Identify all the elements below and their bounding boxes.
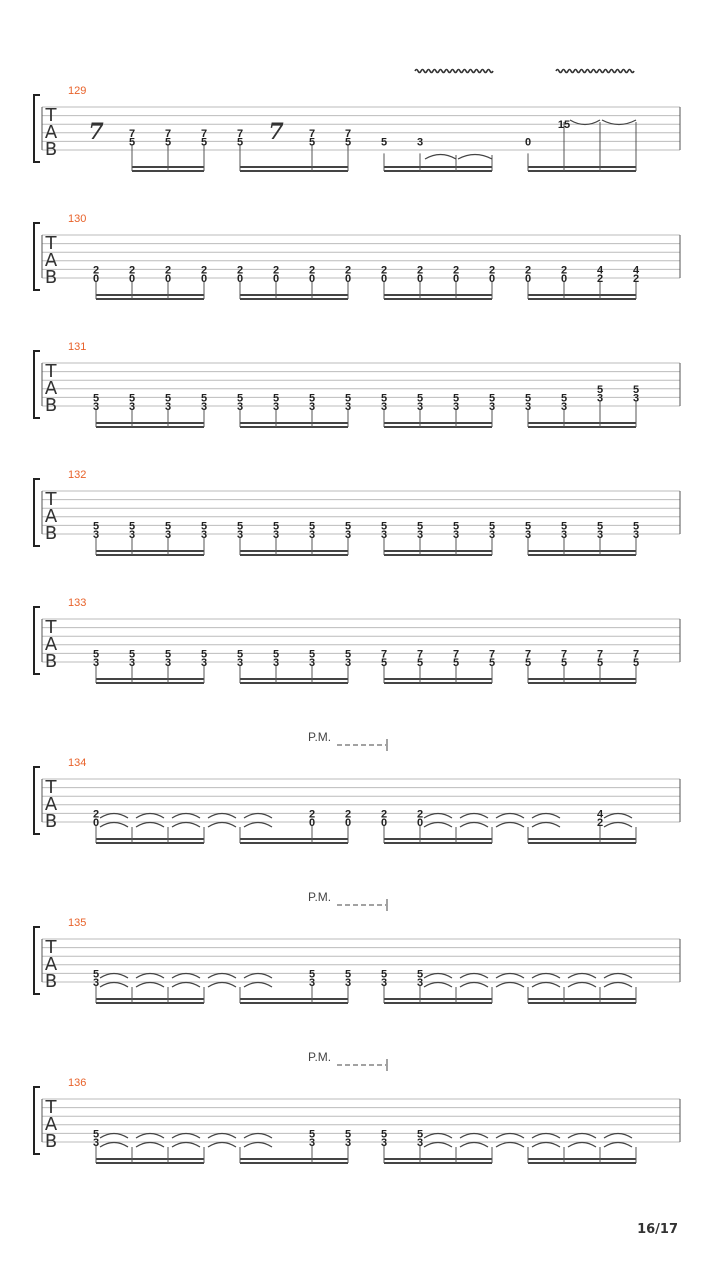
- fret-number: 5: [128, 648, 136, 661]
- measure-number: 132: [68, 469, 87, 481]
- fret-number: 5: [344, 136, 352, 149]
- fret-number: 3: [560, 401, 568, 413]
- fret-number: 3: [272, 529, 280, 541]
- fret-number: 5: [128, 392, 136, 405]
- palm-mute-label: P.M.: [308, 730, 332, 744]
- tie: [532, 974, 560, 979]
- fret-number: 0: [200, 273, 208, 285]
- fret-number: 5: [596, 520, 604, 533]
- fret-number: 5: [92, 520, 100, 533]
- fret-number: 7: [524, 648, 532, 661]
- tab-clef-letter: T: [45, 937, 57, 958]
- fret-number: 5: [380, 1128, 388, 1141]
- fret-number: 15: [557, 119, 571, 132]
- fret-number: 7: [308, 127, 316, 140]
- fret-number: 5: [524, 392, 532, 405]
- fret-number: 3: [344, 977, 352, 989]
- fret-number: 2: [380, 808, 388, 821]
- tab-clef-letter: T: [45, 489, 57, 510]
- fret-number: 3: [632, 529, 640, 541]
- fret-number: 3: [488, 401, 496, 413]
- measure-number: 131: [68, 341, 87, 353]
- tie: [244, 974, 272, 979]
- tie: [100, 974, 128, 979]
- tie: [496, 814, 524, 819]
- system-133: [34, 597, 680, 683]
- fret-number: 7: [380, 648, 388, 661]
- fret-number: 5: [524, 520, 532, 533]
- fret-number: 3: [416, 977, 424, 989]
- fret-number: 5: [488, 657, 496, 669]
- fret-number: 3: [380, 1137, 388, 1149]
- tie: [208, 1134, 236, 1139]
- tie: [208, 974, 236, 979]
- fret-number: 5: [92, 1128, 100, 1141]
- fret-number: 3: [308, 977, 316, 989]
- system-136: [34, 1050, 680, 1163]
- system-bracket: [34, 607, 40, 674]
- tie: [172, 823, 200, 828]
- tie: [424, 814, 452, 819]
- fret-number: 5: [344, 968, 352, 981]
- fret-number: 3: [236, 657, 244, 669]
- fret-number: 5: [308, 520, 316, 533]
- system-bracket: [34, 95, 40, 162]
- fret-number: 2: [164, 264, 172, 277]
- palm-mute-label: P.M.: [308, 890, 332, 904]
- fret-number: 0: [344, 273, 352, 285]
- fret-number: 3: [344, 657, 352, 669]
- fret-number: 5: [596, 383, 604, 396]
- fret-number: 0: [380, 817, 388, 829]
- eighth-rest: 7: [88, 119, 104, 145]
- tab-clef-letter: T: [45, 105, 57, 126]
- fret-number: 5: [452, 520, 460, 533]
- fret-number: 5: [416, 520, 424, 533]
- tie: [532, 1143, 560, 1148]
- tie: [100, 1134, 128, 1139]
- tie: [458, 155, 492, 160]
- fret-number: 2: [308, 264, 316, 277]
- system-bracket: [34, 1087, 40, 1154]
- tie: [532, 983, 560, 988]
- tie: [532, 814, 560, 819]
- tie: [496, 823, 524, 828]
- fret-number: 0: [272, 273, 280, 285]
- page-number: 16/17: [637, 1222, 678, 1237]
- fret-number: 0: [452, 273, 460, 285]
- tie: [460, 823, 488, 828]
- fret-number: 3: [92, 657, 100, 669]
- system-129: [34, 70, 680, 172]
- fret-number: 5: [560, 657, 568, 669]
- fret-number: 7: [416, 648, 424, 661]
- tie: [136, 1134, 164, 1139]
- system-bracket: [34, 351, 40, 418]
- tie: [244, 983, 272, 988]
- tie: [460, 1134, 488, 1139]
- fret-number: 2: [236, 264, 244, 277]
- fret-number: 7: [596, 648, 604, 661]
- tie: [604, 823, 632, 828]
- fret-number: 0: [524, 273, 532, 285]
- tie: [136, 814, 164, 819]
- system-bracket: [34, 927, 40, 994]
- tab-clef-letter: B: [44, 971, 58, 992]
- fret-number: 5: [92, 392, 100, 405]
- tab-clef-letter: B: [44, 523, 58, 544]
- fret-number: 3: [416, 1137, 424, 1149]
- tie: [424, 1134, 452, 1139]
- fret-number: 5: [164, 392, 172, 405]
- fret-number: 5: [236, 648, 244, 661]
- tie: [568, 974, 596, 979]
- vibrato-mark: [556, 70, 634, 73]
- fret-number: 0: [308, 273, 316, 285]
- tie: [172, 974, 200, 979]
- fret-number: 3: [236, 529, 244, 541]
- fret-number: 3: [200, 657, 208, 669]
- fret-number: 5: [452, 392, 460, 405]
- tie: [208, 983, 236, 988]
- fret-number: 5: [416, 657, 424, 669]
- fret-number: 2: [632, 273, 640, 285]
- fret-number: 3: [236, 401, 244, 413]
- fret-number: 5: [200, 392, 208, 405]
- fret-number: 4: [632, 264, 640, 277]
- fret-number: 5: [92, 968, 100, 981]
- tab-clef-letter: T: [45, 1097, 57, 1118]
- fret-number: 0: [416, 817, 424, 829]
- measure-number: 136: [68, 1077, 87, 1089]
- fret-number: 5: [164, 520, 172, 533]
- fret-number: 2: [416, 264, 424, 277]
- fret-number: 3: [164, 401, 172, 413]
- fret-number: 7: [164, 127, 172, 140]
- fret-number: 3: [452, 529, 460, 541]
- tie: [604, 983, 632, 988]
- tie: [460, 814, 488, 819]
- fret-number: 0: [344, 817, 352, 829]
- tie: [136, 974, 164, 979]
- fret-number: 3: [92, 1137, 100, 1149]
- fret-number: 2: [596, 273, 604, 285]
- tab-clef-letter: A: [44, 954, 58, 975]
- fret-number: 5: [596, 657, 604, 669]
- fret-number: 5: [560, 520, 568, 533]
- tab-clef-letter: T: [45, 233, 57, 254]
- system-130: [34, 213, 680, 299]
- tie: [496, 983, 524, 988]
- tie: [208, 823, 236, 828]
- fret-number: 5: [128, 136, 136, 149]
- tab-clef-letter: B: [44, 139, 58, 160]
- measure-number: 134: [68, 757, 87, 769]
- tie: [172, 814, 200, 819]
- fret-number: 5: [344, 392, 352, 405]
- fret-number: 5: [308, 968, 316, 981]
- tie: [100, 983, 128, 988]
- tie: [604, 1134, 632, 1139]
- fret-number: 5: [308, 1128, 316, 1141]
- fret-number: 3: [632, 392, 640, 405]
- fret-number: 3: [92, 977, 100, 989]
- fret-number: 5: [524, 657, 532, 669]
- system-131: [34, 341, 680, 427]
- fret-number: 7: [488, 648, 496, 661]
- tab-clef-letter: A: [44, 378, 58, 399]
- fret-number: 5: [488, 520, 496, 533]
- fret-number: 3: [560, 529, 568, 541]
- fret-number: 2: [92, 264, 100, 277]
- fret-number: 5: [308, 648, 316, 661]
- fret-number: 3: [380, 529, 388, 541]
- fret-number: 0: [92, 817, 100, 829]
- fret-number: 3: [344, 529, 352, 541]
- tie: [425, 155, 456, 160]
- tie: [172, 983, 200, 988]
- tie: [172, 1134, 200, 1139]
- fret-number: 0: [92, 273, 100, 285]
- fret-number: 7: [128, 127, 136, 140]
- fret-number: 3: [92, 401, 100, 413]
- tie: [244, 1143, 272, 1148]
- tie: [136, 983, 164, 988]
- measure-number: 130: [68, 213, 87, 225]
- tie: [100, 823, 128, 828]
- tie: [604, 814, 632, 819]
- measure-number: 133: [68, 597, 87, 609]
- fret-number: 5: [344, 1128, 352, 1141]
- tie: [424, 983, 452, 988]
- fret-number: 0: [524, 136, 532, 149]
- fret-number: 3: [416, 136, 424, 149]
- tie: [532, 1134, 560, 1139]
- fret-number: 5: [560, 392, 568, 405]
- fret-number: 7: [236, 127, 244, 140]
- fret-number: 5: [380, 657, 388, 669]
- fret-number: 3: [416, 401, 424, 413]
- fret-number: 2: [416, 808, 424, 821]
- fret-number: 2: [524, 264, 532, 277]
- vibrato-mark: [415, 70, 493, 73]
- fret-number: 5: [164, 648, 172, 661]
- tie: [208, 1143, 236, 1148]
- fret-number: 3: [308, 1137, 316, 1149]
- fret-number: 5: [380, 520, 388, 533]
- fret-number: 3: [452, 401, 460, 413]
- fret-number: 3: [308, 529, 316, 541]
- palm-mute-label: P.M.: [308, 1050, 332, 1064]
- system-132: [34, 469, 680, 555]
- tie: [604, 1143, 632, 1148]
- fret-number: 2: [272, 264, 280, 277]
- fret-number: 5: [236, 136, 244, 149]
- fret-number: 3: [380, 977, 388, 989]
- tie: [568, 983, 596, 988]
- tab-clef-letter: T: [45, 361, 57, 382]
- tab-clef-letter: T: [45, 777, 57, 798]
- fret-number: 3: [416, 529, 424, 541]
- fret-number: 7: [452, 648, 460, 661]
- tab-clef-letter: A: [44, 506, 58, 527]
- fret-number: 5: [272, 648, 280, 661]
- tab-clef-letter: A: [44, 794, 58, 815]
- fret-number: 3: [524, 529, 532, 541]
- tie: [496, 1134, 524, 1139]
- fret-number: 2: [344, 264, 352, 277]
- tie: [568, 1134, 596, 1139]
- system-bracket: [34, 223, 40, 290]
- fret-number: 5: [380, 968, 388, 981]
- tie: [496, 974, 524, 979]
- tab-clef-letter: B: [44, 267, 58, 288]
- fret-number: 2: [488, 264, 496, 277]
- fret-number: 7: [632, 648, 640, 661]
- fret-number: 2: [380, 264, 388, 277]
- fret-number: 7: [344, 127, 352, 140]
- fret-number: 2: [200, 264, 208, 277]
- fret-number: 4: [596, 808, 604, 821]
- tab-clef-letter: B: [44, 1131, 58, 1152]
- tab-clef-letter: A: [44, 1114, 58, 1135]
- system-bracket: [34, 479, 40, 546]
- fret-number: 3: [380, 401, 388, 413]
- fret-number: 5: [200, 520, 208, 533]
- fret-number: 7: [560, 648, 568, 661]
- fret-number: 2: [560, 264, 568, 277]
- fret-number: 3: [164, 657, 172, 669]
- fret-number: 5: [416, 1128, 424, 1141]
- fret-number: 5: [164, 136, 172, 149]
- tab-clef-letter: T: [45, 617, 57, 638]
- tie: [424, 974, 452, 979]
- fret-number: 5: [272, 520, 280, 533]
- fret-number: 2: [308, 808, 316, 821]
- fret-number: 0: [236, 273, 244, 285]
- fret-number: 0: [560, 273, 568, 285]
- tie: [460, 1143, 488, 1148]
- tie: [244, 1134, 272, 1139]
- system-135: [34, 890, 680, 1003]
- fret-number: 0: [488, 273, 496, 285]
- system-134: [34, 730, 680, 843]
- fret-number: 3: [272, 401, 280, 413]
- fret-number: 5: [128, 520, 136, 533]
- fret-number: 3: [128, 529, 136, 541]
- measure-number: 129: [68, 85, 87, 97]
- tie: [208, 814, 236, 819]
- fret-number: 5: [236, 392, 244, 405]
- fret-number: 3: [344, 401, 352, 413]
- fret-number: 5: [416, 392, 424, 405]
- fret-number: 5: [380, 392, 388, 405]
- fret-number: 0: [164, 273, 172, 285]
- fret-number: 3: [524, 401, 532, 413]
- fret-number: 4: [596, 264, 604, 277]
- fret-number: 5: [452, 657, 460, 669]
- tab-clef-letter: B: [44, 395, 58, 416]
- fret-number: 5: [380, 136, 388, 149]
- fret-number: 0: [308, 817, 316, 829]
- fret-number: 5: [488, 392, 496, 405]
- fret-number: 3: [128, 657, 136, 669]
- tie: [424, 1143, 452, 1148]
- fret-number: 3: [92, 529, 100, 541]
- fret-number: 3: [308, 657, 316, 669]
- fret-number: 5: [416, 968, 424, 981]
- fret-number: 2: [596, 817, 604, 829]
- fret-number: 3: [200, 529, 208, 541]
- fret-number: 5: [632, 520, 640, 533]
- tie: [100, 1143, 128, 1148]
- eighth-rest: 7: [268, 119, 284, 145]
- tie: [568, 1143, 596, 1148]
- tie: [172, 1143, 200, 1148]
- tie: [244, 814, 272, 819]
- fret-number: 3: [272, 657, 280, 669]
- tab-clef-letter: B: [44, 811, 58, 832]
- tab-clef-letter: A: [44, 122, 58, 143]
- tie: [496, 1143, 524, 1148]
- tie: [424, 823, 452, 828]
- fret-number: 5: [92, 648, 100, 661]
- fret-number: 2: [92, 808, 100, 821]
- fret-number: 0: [380, 273, 388, 285]
- fret-number: 3: [200, 401, 208, 413]
- tab-clef-letter: A: [44, 250, 58, 271]
- fret-number: 0: [128, 273, 136, 285]
- tab-clef-letter: B: [44, 651, 58, 672]
- tie: [136, 1143, 164, 1148]
- fret-number: 7: [200, 127, 208, 140]
- fret-number: 5: [200, 136, 208, 149]
- tie: [460, 974, 488, 979]
- fret-number: 3: [488, 529, 496, 541]
- measure-number: 135: [68, 917, 87, 929]
- fret-number: 5: [236, 520, 244, 533]
- fret-number: 0: [416, 273, 424, 285]
- fret-number: 2: [344, 808, 352, 821]
- fret-number: 2: [452, 264, 460, 277]
- system-bracket: [34, 767, 40, 834]
- tie: [604, 974, 632, 979]
- fret-number: 3: [308, 401, 316, 413]
- fret-number: 5: [308, 136, 316, 149]
- tie: [244, 823, 272, 828]
- fret-number: 3: [596, 392, 604, 405]
- fret-number: 3: [344, 1137, 352, 1149]
- fret-number: 3: [128, 401, 136, 413]
- fret-number: 5: [632, 383, 640, 396]
- fret-number: 5: [344, 520, 352, 533]
- fret-number: 5: [308, 392, 316, 405]
- tie: [136, 823, 164, 828]
- tie: [460, 983, 488, 988]
- tie: [532, 823, 560, 828]
- fret-number: 3: [596, 529, 604, 541]
- fret-number: 3: [164, 529, 172, 541]
- fret-number: 2: [128, 264, 136, 277]
- fret-number: 5: [344, 648, 352, 661]
- tie: [100, 814, 128, 819]
- tab-clef-letter: A: [44, 634, 58, 655]
- fret-number: 5: [632, 657, 640, 669]
- fret-number: 5: [272, 392, 280, 405]
- fret-number: 5: [200, 648, 208, 661]
